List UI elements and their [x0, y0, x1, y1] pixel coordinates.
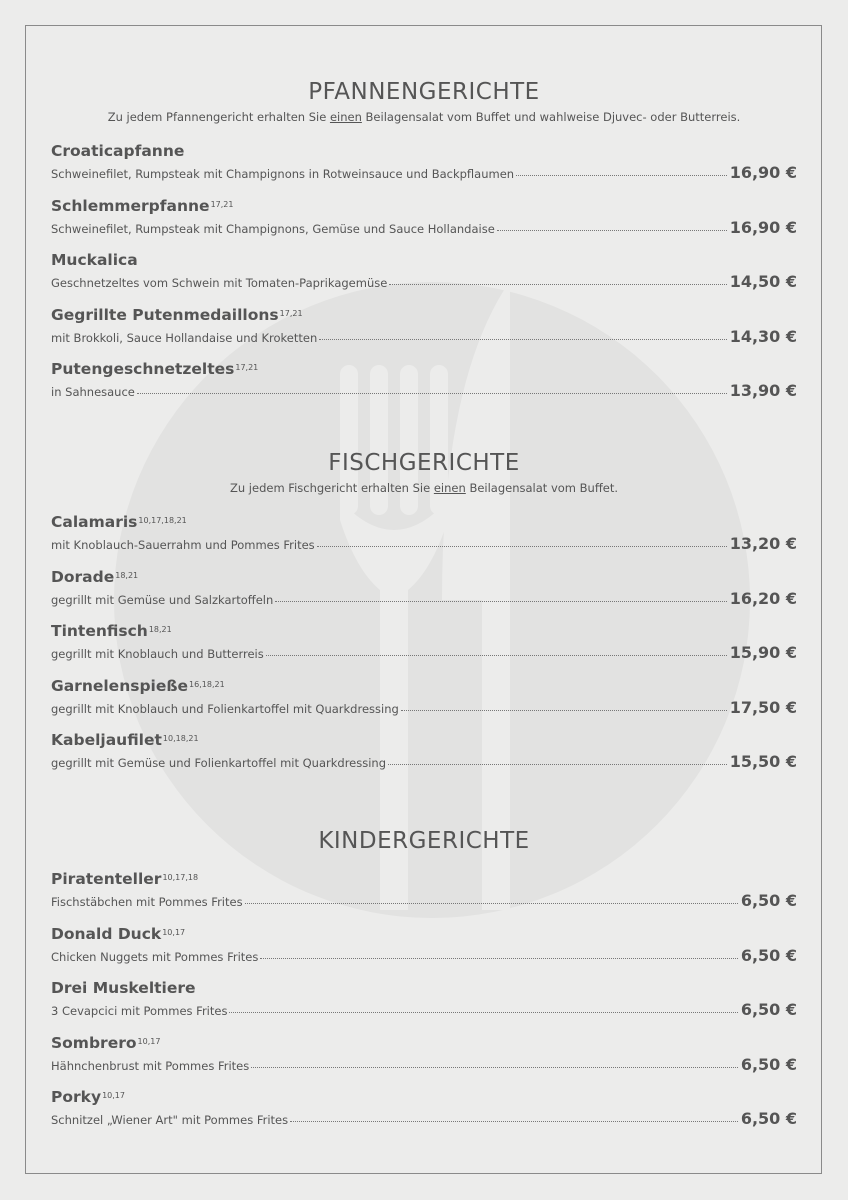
- item-description: gegrillt mit Knoblauch und Folienkartoffel mit Quarkdressing: [51, 701, 399, 716]
- menu-item: [51, 978, 797, 1033]
- allergen-codes: 10,17: [102, 1091, 125, 1100]
- item-description: gegrillt mit Knoblauch und Butterreis: [51, 647, 264, 661]
- menu-item: [51, 196, 797, 251]
- item-name: Croaticapfanne: [51, 142, 185, 160]
- item-line: [51, 328, 797, 347]
- item-name: Calamaris$^{10,17,18,21}$: [51, 513, 187, 531]
- item-description: gegrillt mit Gemüse und Folienkartoffel mit Quarkdressing: [51, 756, 387, 770]
- dot-leader: [401, 710, 727, 711]
- section-fischgerichte: [51, 449, 797, 785]
- item-price: 16,90 €: [729, 163, 797, 182]
- item-price: 6,50 €: [740, 1054, 797, 1074]
- menu-item: [51, 676, 797, 731]
- item-price: 6,50 €: [740, 945, 797, 965]
- allergen-codes: 17,21: [235, 363, 259, 372]
- dot-leader: [389, 284, 726, 285]
- item-line: [51, 947, 797, 966]
- item-name: Putengeschnetzeltes$^{17,21}$: [51, 360, 259, 378]
- item-name: Piratenteller$^{10,17,18}$: [51, 870, 199, 888]
- dot-leader: [290, 1121, 738, 1122]
- allergen-codes: 10,17: [162, 927, 186, 937]
- item-line: [51, 644, 797, 663]
- section-subtitle: Zu jedem Pfannengericht erhalten Sie einen Beilagensalat vom Buffet und wahlweise Djuvec- oder Butterreis.: [107, 110, 741, 124]
- allergen-codes: 17,21: [279, 308, 303, 318]
- menu-item: [51, 359, 797, 414]
- item-name: Porky$^{10,17}$: [51, 1088, 125, 1106]
- item-description: Schnitzel „Wiener Art" mit Pommes Frites: [51, 1113, 289, 1127]
- item-price: 6,50 €: [740, 891, 797, 910]
- menu-item: [51, 250, 797, 305]
- item-description: 3 Cevapcici mit Pommes Frites: [51, 1004, 228, 1018]
- menu-item: [51, 621, 797, 676]
- item-price: 15,90 €: [729, 643, 797, 662]
- item-line: [51, 164, 797, 183]
- item-description: Hähnchenbrust mit Pommes Frites: [51, 1058, 250, 1073]
- item-name: Garnelenspieße$^{16,18,21}$: [51, 676, 225, 695]
- item-name: Donald Duck$^{10,17}$: [51, 924, 186, 943]
- item-line: [51, 382, 797, 401]
- item-name: Tintenfisch$^{18,21}$: [51, 622, 172, 640]
- allergen-codes: 18,21: [115, 570, 139, 580]
- dot-leader: [266, 655, 727, 656]
- menu-item: [51, 869, 797, 924]
- section-title: KINDERGERICHTE: [318, 828, 530, 854]
- allergen-codes: 10,18,21: [162, 734, 199, 743]
- item-description: Geschnetzeltes vom Schwein mit Tomaten-Paprikagemüse: [51, 276, 388, 290]
- dot-leader: [275, 601, 726, 602]
- item-line: [51, 273, 797, 292]
- section-kindergerichte: [51, 827, 797, 1142]
- item-line: [51, 1001, 797, 1020]
- item-description: Schweinefilet, Rumpsteak mit Champignons in Rotweinsauce und Backpflaumen: [51, 167, 515, 181]
- item-name: Sombrero$^{10,17}$: [51, 1033, 161, 1052]
- dot-leader: [317, 546, 727, 547]
- item-price: 13,20 €: [729, 534, 797, 553]
- item-name: Schlemmerpfanne$^{17,21}$: [51, 196, 234, 215]
- menu-item: [51, 512, 797, 567]
- menu-item: [51, 730, 797, 785]
- menu-item: [51, 567, 797, 622]
- menu-item: [51, 305, 797, 360]
- menu-item: [51, 141, 797, 196]
- item-price: 16,90 €: [729, 217, 797, 237]
- item-price: 14,30 €: [729, 326, 797, 346]
- item-name: Drei Muskeltiere: [51, 979, 196, 997]
- menu-item-list: [51, 512, 797, 785]
- section-title: PFANNENGERICHTE: [308, 79, 540, 105]
- item-description: Schweinefilet, Rumpsteak mit Champignons, Gemüse und Sauce Hollandaise: [51, 221, 495, 236]
- dot-leader: [388, 764, 727, 765]
- item-line: [51, 219, 797, 238]
- menu-item-list: [51, 141, 797, 414]
- dot-leader: [229, 1012, 737, 1013]
- item-line: [51, 535, 797, 554]
- item-description: mit Brokkoli, Sauce Hollandaise und Kroketten: [51, 330, 318, 345]
- allergen-codes: 17,21: [210, 199, 234, 209]
- menu-item: [51, 924, 797, 979]
- item-price: 15,50 €: [729, 752, 797, 771]
- menu-item: [51, 1087, 797, 1142]
- allergen-codes: 18,21: [148, 625, 172, 634]
- item-line: [51, 590, 797, 609]
- section-title: FISCHGERICHTE: [328, 450, 520, 476]
- allergen-codes: 16,18,21: [189, 679, 225, 689]
- dot-leader: [251, 1067, 738, 1068]
- item-description: Fischstäbchen mit Pommes Frites: [51, 895, 243, 909]
- item-description: Chicken Nuggets mit Pommes Frites: [51, 949, 259, 964]
- item-price: 17,50 €: [729, 697, 797, 717]
- item-name: Dorade$^{18,21}$: [51, 567, 139, 586]
- dot-leader: [319, 339, 726, 340]
- item-name: Kabeljaufilet$^{10,18,21}$: [51, 731, 199, 749]
- item-price: 6,50 €: [740, 1000, 797, 1019]
- item-description: mit Knoblauch-Sauerrahm und Pommes Frites: [51, 538, 315, 552]
- dot-leader: [137, 393, 727, 394]
- item-line: [51, 699, 797, 718]
- dot-leader: [516, 175, 727, 176]
- allergen-codes: 10,17: [137, 1036, 161, 1046]
- item-line: [51, 892, 797, 911]
- item-line: [51, 1056, 797, 1075]
- item-price: 13,90 €: [729, 381, 797, 400]
- allergen-codes: 10,17,18,21: [138, 516, 187, 525]
- item-description: gegrillt mit Gemüse und Salzkartoffeln: [51, 592, 274, 607]
- item-line: [51, 1110, 797, 1129]
- allergen-codes: 10,17,18: [162, 873, 199, 882]
- item-name: Gegrillte Putenmedaillons$^{17,21}$: [51, 305, 303, 324]
- item-price: 14,50 €: [729, 272, 797, 291]
- menu-item-list: [51, 869, 797, 1142]
- menu-item: [51, 1033, 797, 1088]
- dot-leader: [497, 230, 727, 231]
- item-line: [51, 753, 797, 772]
- item-description: in Sahnesauce: [51, 385, 135, 399]
- section-pfannengerichte: [51, 78, 797, 414]
- dot-leader: [260, 958, 737, 959]
- dot-leader: [245, 903, 738, 904]
- item-price: 6,50 €: [740, 1109, 797, 1128]
- section-subtitle: Zu jedem Fischgericht erhalten Sie einen Beilagensalat vom Buffet.: [229, 481, 619, 495]
- item-price: 16,20 €: [729, 588, 797, 608]
- item-name: Muckalica: [51, 251, 138, 269]
